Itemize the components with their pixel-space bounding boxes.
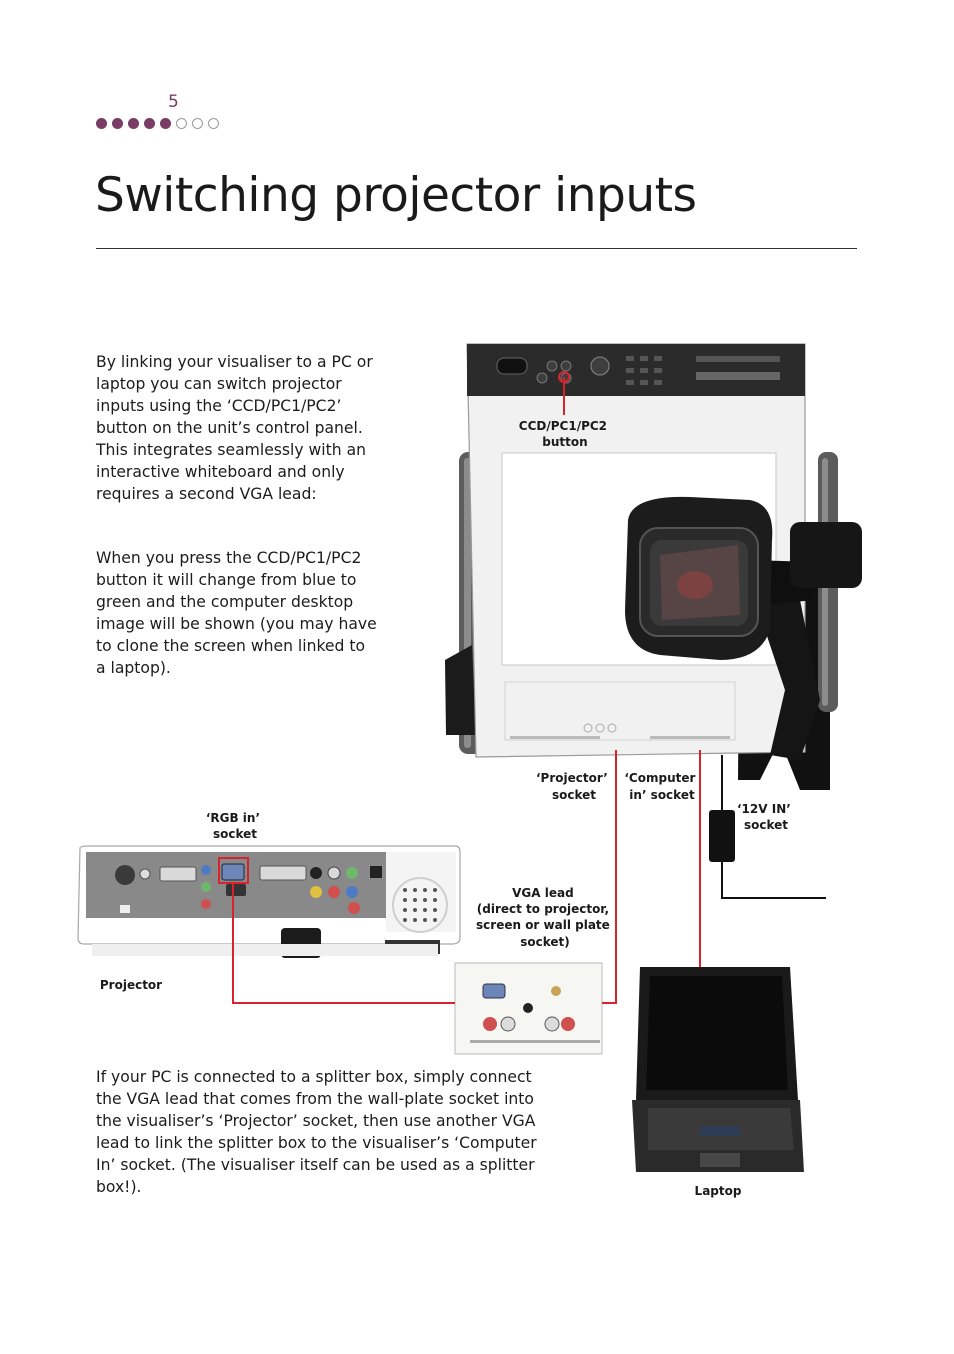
press-paragraph: When you press the CCD/PC1/PC2 button it will change from blue to green and the computer desktop image will be shown (you may have to clone the screen when linked to a laptop). [96,549,377,677]
page-title: Switching projector inputs [95,168,697,223]
computer-in-socket-label: ‘Computer in’ socket [624,771,696,802]
projector-socket-label: ‘Projector’ socket [535,771,608,802]
laptop-illustration [632,967,804,1172]
visualiser-illustration [445,344,862,790]
vga-lead-label: VGA lead (direct to projector, screen or wall plate socket) [476,886,610,949]
splitter-paragraph: If your PC is connected to a splitter box, simply connect the VGA lead that comes from the wall-plate socket into the visualiser’s ‘Projector’ socket, then use another VGA lead to link the splitter box to the visualiser’s ‘Computer In’ socket. (The visualiser itself can be used as a splitter box!). [96,1068,537,1196]
power-adapter [709,810,735,862]
intro-paragraph: By linking your visualiser to a PC or laptop you can switch projector inputs using the ‘CCD/PC1/PC2’ button on the unit’s control panel. This integrates seamlessly with an interactive whiteboard and only requires a second VGA lead: [96,353,373,503]
page-number: 5 [168,92,179,112]
projector-label: Projector [99,978,163,992]
wall-plate-illustration [455,963,602,1054]
projector-illustration [78,846,460,958]
laptop-label: Laptop [694,1184,742,1198]
rgb-socket-label: ‘RGB in’ socket [205,811,260,841]
ccd-button-label: CCD/PC1/PC2 button [518,419,608,449]
power-socket-label: ‘12V IN’ socket [737,802,791,832]
